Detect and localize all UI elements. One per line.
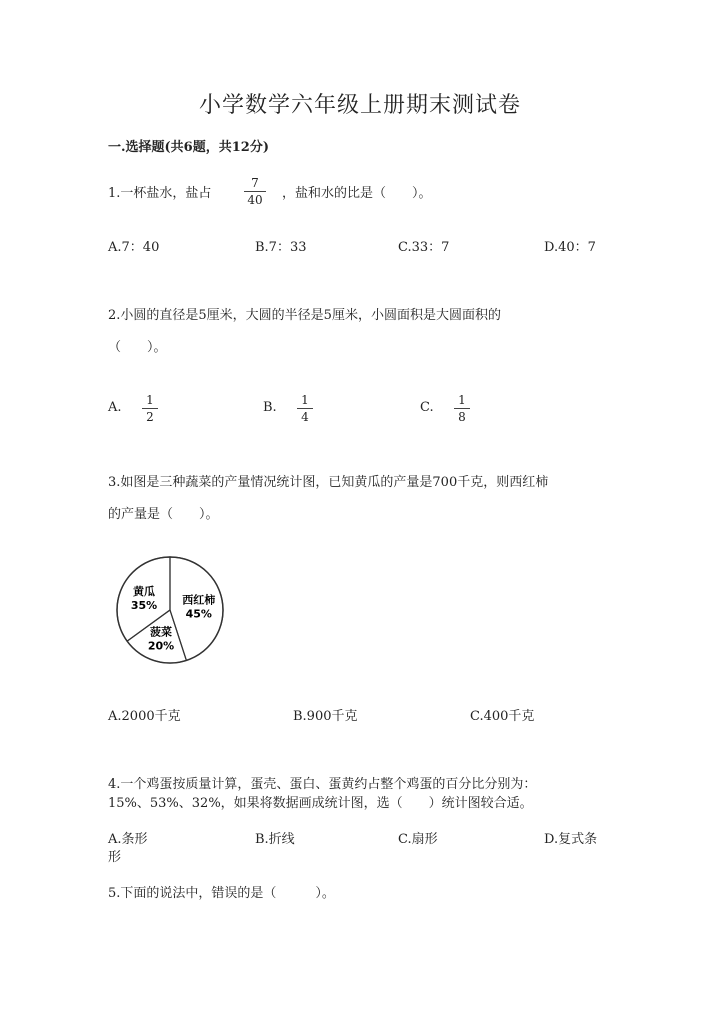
question-4-option-d[interactable]: D.复式条 — [544, 832, 598, 847]
vegetable-pie-chart — [110, 550, 230, 670]
question-2-stem-line1: 2.小圆的直径是5厘米，大圆的半径是5厘米，小圆面积是大圆面积的 — [108, 308, 501, 323]
question-4-option-d-wrap: 形 — [108, 850, 122, 865]
pie-label-cucumber: 黄瓜 — [133, 584, 156, 598]
question-1-option-c[interactable]: C.33：7 — [398, 240, 450, 255]
question-4-option-c[interactable]: C.扇形 — [398, 832, 438, 847]
question-3-stem-line1: 3.如图是三种蔬菜的产量情况统计图，已知黄瓜的产量是700千克，则西红柿 — [108, 475, 549, 490]
fraction-numerator: 1 — [458, 393, 466, 407]
question-1-fraction — [244, 176, 266, 207]
question-1-option-a[interactable]: A.7：40 — [108, 240, 160, 255]
question-2-option-b-fraction[interactable] — [297, 393, 313, 424]
fraction-numerator: 7 — [251, 176, 259, 190]
question-2-option-a-fraction[interactable] — [142, 393, 158, 424]
question-3-stem-line2: 的产量是（ ）。 — [108, 507, 219, 522]
section-header: 一.选择题(共6题，共12分) — [108, 140, 269, 155]
question-3-option-c[interactable]: C.400千克 — [470, 709, 535, 724]
pie-label-tomato: 西红柿 — [182, 593, 216, 607]
question-1-option-b[interactable]: B.7：33 — [255, 240, 307, 255]
question-4-option-b[interactable]: B.折线 — [255, 832, 295, 847]
question-2-option-c-fraction[interactable] — [454, 393, 470, 424]
fraction-numerator: 1 — [301, 393, 309, 407]
pie-value-tomato: 45% — [185, 607, 212, 621]
question-2-option-a-label[interactable]: A. — [108, 400, 122, 415]
question-4-stem-line2: 15%、53%、32%，如果将数据画成统计图，选（ ）统计图较合适。 — [108, 796, 533, 811]
question-1-option-d[interactable]: D.40：7 — [544, 240, 596, 255]
question-1-stem-b: ，盐和水的比是（ ）。 — [282, 186, 432, 201]
question-4-option-a[interactable]: A.条形 — [108, 832, 148, 847]
pie-value-spinach: 20% — [147, 639, 175, 653]
question-2-option-c-label[interactable]: C. — [420, 400, 434, 415]
pie-value-cucumber: 35% — [130, 598, 158, 612]
question-2-stem-line2: （ ）。 — [108, 340, 167, 355]
question-4-stem-line1: 4.一个鸡蛋按质量计算，蛋壳、蛋白、蛋黄约占整个鸡蛋的百分比分别为： — [108, 777, 537, 792]
fraction-denominator: 2 — [146, 410, 154, 424]
fraction-denominator: 8 — [458, 410, 466, 424]
fraction-denominator: 40 — [247, 193, 263, 207]
question-2-option-b-label[interactable]: B. — [263, 400, 277, 415]
page-title: 小学数学六年级上册期末测试卷 — [198, 93, 521, 118]
question-5-stem-line1: 5.下面的说法中，错误的是（ ）。 — [108, 886, 335, 901]
fraction-numerator: 1 — [146, 393, 154, 407]
question-1-stem-a: 1.一杯盐水，盐占 — [108, 186, 212, 201]
question-3-option-b[interactable]: B.900千克 — [293, 709, 358, 724]
question-3-option-a[interactable]: A.2000千克 — [108, 709, 181, 724]
pie-label-spinach: 菠菜 — [149, 625, 172, 639]
fraction-denominator: 4 — [301, 410, 309, 424]
